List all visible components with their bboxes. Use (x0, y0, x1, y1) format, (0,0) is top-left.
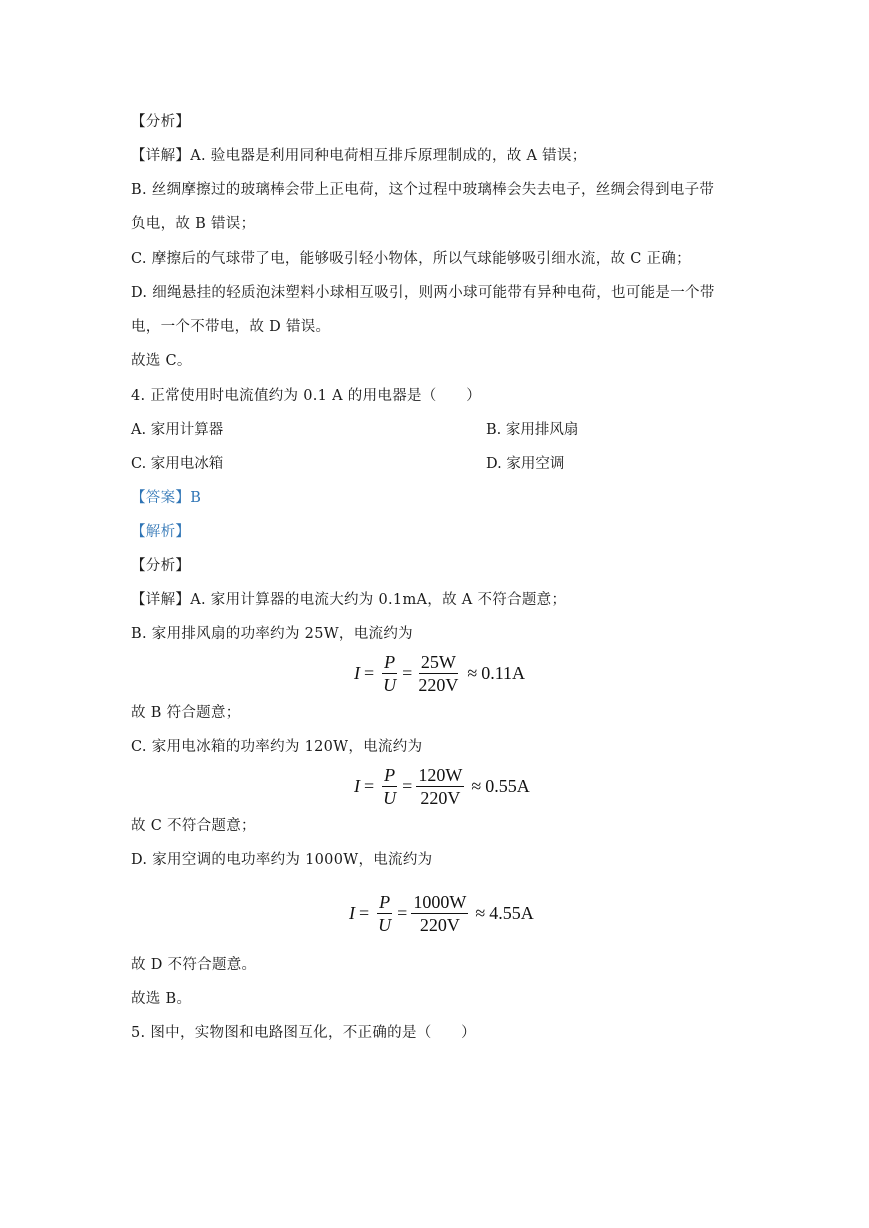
formula-d-num: P (379, 892, 391, 912)
formula-c-result: 0.55A (485, 776, 530, 796)
prev-detail-c: C. 摩擦后的气球带了电，能够吸引轻小物体，所以气球能够吸引细水流，故 C 正确； (131, 251, 691, 267)
question-5-stem: 5. 图中，实物图和电路图互化，不正确的是（ ） (131, 1025, 476, 1041)
detail-b: B. 家用排风扇的功率约为 25W，电流约为 (131, 626, 413, 642)
conclusion-d: 故 D 不符合题意。 (131, 957, 257, 973)
prev-detail-b-line2: 负电，故 B 错误； (131, 216, 256, 232)
option-d: D. 家用空调 (486, 456, 565, 472)
prev-detail-d-line1: D. 细绳悬挂的轻质泡沫塑料小球相互吸引，则两小球可能带有异种电荷，也可能是一个带 (131, 285, 715, 301)
formula-c: I = $\frac{P}{U}$ = $\frac{120W}{220V}$ ≈ 0.55A (354, 765, 530, 808)
detail-a: 【详解】A. 家用计算器的电流大约为 0.1mA，故 A 不符合题意； (131, 592, 567, 608)
prev-detail-b-line1: B. 丝绸摩擦过的玻璃棒会带上正电荷，这个过程中玻璃棒会失去电子，丝绸会得到电子带 (131, 182, 715, 198)
prev-detail-a: 【详解】A. 验电器是利用同种电荷相互排斥原理制成的，故 A 错误； (131, 148, 587, 164)
formula-d: I = $\frac{P}{U}$ = $\frac{1000W}{220V}$ ≈ 4.55A (349, 892, 534, 935)
detail-c: C. 家用电冰箱的功率约为 120W，电流约为 (131, 739, 423, 755)
formula-b-den2: 220V (418, 675, 459, 695)
answer-text: 【答案】B (131, 490, 202, 506)
formula-b-num: P (384, 652, 396, 672)
option-c: C. 家用电冰箱 (131, 456, 224, 472)
explain-tag: 【解析】 (131, 524, 191, 540)
formula-d-den2: 220V (419, 915, 460, 935)
formula-c-num: P (384, 765, 396, 785)
formula-b-lhs: I (354, 663, 360, 683)
conclusion-c: 故 C 不符合题意； (131, 818, 256, 834)
formula-c-num2: 120W (418, 765, 463, 785)
formula-c-den: U (383, 788, 397, 808)
formula-b-result: 0.11A (481, 663, 526, 683)
answer-label (131, 488, 201, 508)
analysis-tag: 【分析】 (131, 558, 191, 574)
formula-b-den: U (383, 675, 397, 695)
formula-d-result: 4.55A (489, 903, 534, 923)
prev-detail-d-line2: 电，一个不带电，故 D 错误。 (131, 319, 331, 335)
option-a: A. 家用计算器 (131, 422, 224, 438)
conclusion-b: 故 B 符合题意； (131, 705, 241, 721)
formula-d-den: U (378, 915, 392, 935)
option-b: B. 家用排风扇 (486, 422, 579, 438)
question-4-stem: 4. 正常使用时电流值约为 0.1 A 的用电器是（ ） (131, 388, 482, 404)
formula-b: I = $\frac{P}{U}$ = $\frac{25W}{220V}$ ≈ 0.11A (354, 652, 526, 695)
formula-c-lhs: I (354, 776, 360, 796)
prev-analysis-tag: 【分析】 (131, 114, 191, 130)
formula-d-num2: 1000W (413, 892, 467, 912)
formula-b-num2: 25W (420, 652, 456, 672)
formula-c-den2: 220V (420, 788, 461, 808)
detail-d: D. 家用空调的电功率约为 1000W，电流约为 (131, 852, 433, 868)
formula-d-lhs: I (349, 903, 355, 923)
final-conclusion: 故选 B。 (131, 991, 192, 1007)
prev-conclusion: 故选 C。 (131, 353, 192, 369)
